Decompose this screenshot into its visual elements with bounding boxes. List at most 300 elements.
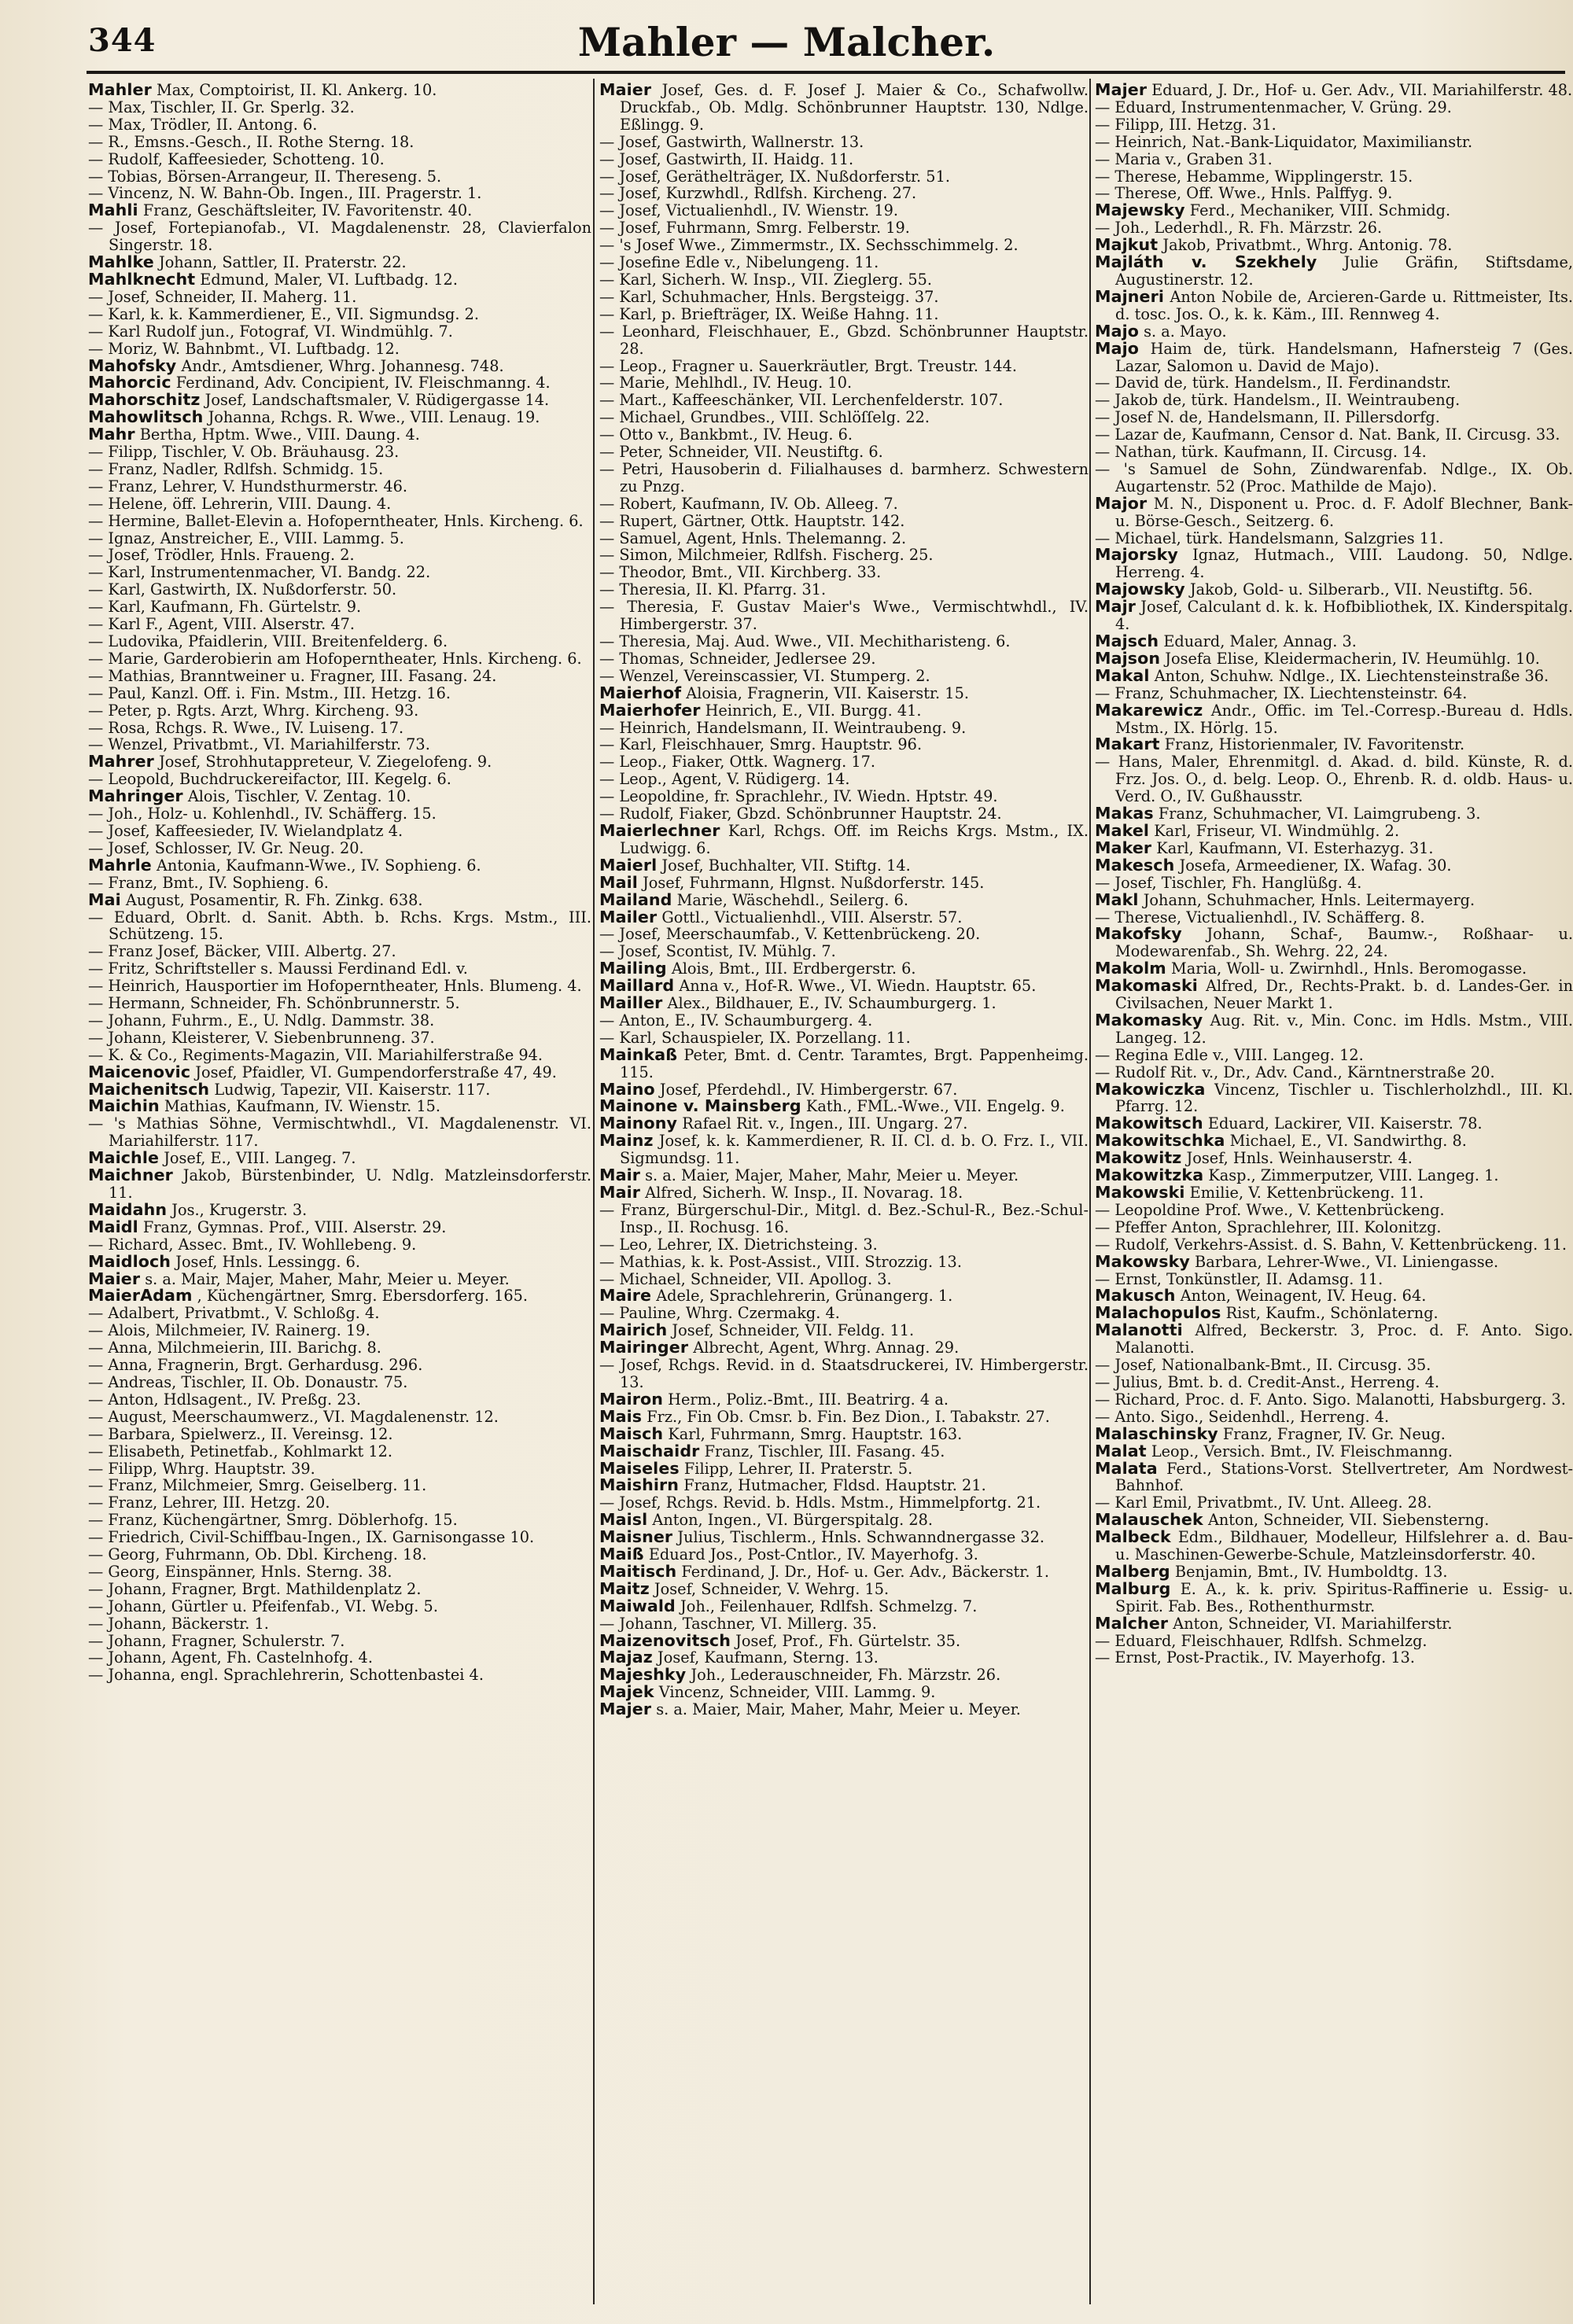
directory-entry (599, 426, 1089, 444)
entry-details: — Eduard, Fleischhauer, Rdlfsh. Schmelzg. (1095, 1631, 1427, 1650)
directory-entry (88, 857, 591, 875)
directory-entry (88, 134, 591, 151)
directory-entry (1095, 1133, 1573, 1150)
entry-details: Josefa, Armeediener, IX. Wafag. 30. (1179, 856, 1452, 875)
entry-details: Josef, Schneider, VII. Feldg. 11. (672, 1321, 915, 1340)
entry-surname: Malaschinsky (1095, 1423, 1218, 1443)
entry-details: — Robert, Kaufmann, IV. Ob. Alleeg. 7. (599, 494, 898, 513)
directory-entry (88, 495, 591, 513)
entry-surname: Maier (88, 1269, 141, 1288)
entry-details: Josef, Calculant d. k. k. Hofbibliothek, IX. Kinderspitalg. 4. (1115, 598, 1573, 634)
directory-entry (1095, 219, 1573, 237)
directory-entry (599, 495, 1089, 513)
entry-details: — August, Meerschaumwerz., VI. Magdalenenstr. 12. (88, 1407, 499, 1426)
entry-details: — Thomas, Schneider, Jedlersee 29. (599, 649, 876, 668)
entry-details: — Friedrich, Civil-Schiffbau-Ingen., IX. Garnisongasse 10. (88, 1528, 535, 1547)
entry-details: Ignaz, Hutmach., VIII. Laudong. 50, Ndlge. Herreng. 4. (1115, 546, 1573, 582)
entry-details: — K. & Co., Regiments-Magazin, VII. Mariahilferstraße 94. (88, 1045, 543, 1064)
entry-details: — Max, Trödler, II. Antong. 6. (88, 115, 318, 134)
directory-entry (599, 530, 1089, 547)
directory-entry (88, 1357, 591, 1374)
directory-entry (88, 823, 591, 840)
entry-surname: Majer (1095, 82, 1148, 99)
entry-details: — Josef, Fuhrmann, Smrg. Felberstr. 19. (599, 219, 910, 238)
entry-surname: Malbeck (1095, 1527, 1171, 1547)
entry-details: — Pauline, Whrg. Czermakg. 4. (599, 1304, 840, 1323)
entry-details: — Karl, Gastwirth, IX. Nußdorferstr. 50. (88, 580, 397, 599)
entry-details: — Nathan, türk. Kaufmann, II. Circusg. 14. (1095, 443, 1427, 462)
directory-entry (599, 581, 1089, 598)
directory-entry (88, 668, 591, 685)
entry-details: — Anton, Hdlsagent., IV. Preßg. 23. (88, 1390, 361, 1409)
directory-entry (1095, 1443, 1573, 1460)
entry-details: — Petri, Hausoberin d. Filialhauses d. barmherz. Schwestern zu Pnzg. (599, 459, 1089, 495)
entry-details: Bertha, Hptm. Wwe., VIII. Daung. 4. (139, 425, 420, 444)
entry-details: — Franz Josef, Bäcker, VIII. Albertg. 27. (88, 942, 396, 961)
entry-surname: Malachopulos (1095, 1303, 1221, 1323)
entry-details: — Pfeffer Anton, Sprachlehrer, III. Kolonitzg. (1095, 1217, 1442, 1236)
directory-entry (1095, 151, 1573, 168)
entry-details: August, Posamentir, R. Fh. Zinkg. 638. (125, 890, 423, 909)
directory-entry (88, 1339, 591, 1357)
directory-entry (1095, 665, 1573, 685)
entry-surname: Maillard (599, 976, 675, 996)
entry-details: — Georg, Fuhrmann, Ob. Dbl. Kircheng. 18. (88, 1545, 427, 1564)
directory-entry (1095, 1391, 1573, 1409)
directory-entry (599, 461, 1089, 495)
directory-entry (1095, 1047, 1573, 1064)
entry-details: Johann, Sattler, II. Praterstr. 22. (158, 253, 407, 272)
entry-details: Rafael Rit. v., Ingen., III. Ungarg. 27. (682, 1114, 968, 1133)
directory-entry (1095, 1633, 1573, 1650)
entry-surname: Mahrle (88, 855, 152, 875)
directory-entry (599, 82, 1089, 134)
entry-surname: Majer (599, 1700, 652, 1719)
directory-entry (88, 1615, 591, 1633)
entry-surname: Maizenovitsch (599, 1630, 731, 1650)
entry-details: Anton, Ingen., VI. Bürgerspitalg. 28. (652, 1511, 934, 1530)
directory-entry (1095, 444, 1573, 461)
directory-entry (88, 355, 591, 375)
entry-surname: Makowski (1095, 1183, 1185, 1202)
directory-entry (88, 1563, 591, 1581)
entry-surname: Makowiczka (1095, 1079, 1206, 1099)
entry-surname: Maischaidr (599, 1441, 700, 1460)
entry-details: Josef, Hnls. Lessingg. 6. (175, 1252, 361, 1271)
directory-entry (1095, 409, 1573, 426)
entry-surname: Makowsky (1095, 1251, 1190, 1271)
directory-entry (599, 1684, 1089, 1701)
directory-entry (88, 875, 591, 892)
directory-entry (599, 1357, 1089, 1391)
entry-surname: Maire (599, 1286, 652, 1306)
entry-details: Kath., FML.-Wwe., VII. Engelg. 9. (805, 1097, 1065, 1116)
directory-entry (88, 1167, 591, 1202)
entry-details: Anton, Schuhw. Ndlge., IX. Liechtensteinstraße 36. (1154, 666, 1549, 685)
entry-details: Barbara, Lehrer-Wwe., VI. Liniengasse. (1195, 1252, 1499, 1271)
directory-entry (1095, 1529, 1573, 1563)
page-title: Mahler — Malcher. (577, 19, 996, 65)
directory-entry (88, 1219, 591, 1236)
directory-column-2 (599, 82, 1089, 2300)
entry-details: Anton, Schneider, VII. Siebensterng. (1207, 1511, 1490, 1530)
entry-details: Johann, Schuhmacher, Hnls. Leitermayerg. (1143, 890, 1475, 909)
directory-entry (88, 1667, 591, 1684)
entry-surname: Majek (599, 1682, 654, 1702)
entry-details: — Helene, öff. Lehrerin, VIII. Daung. 4. (88, 494, 392, 513)
entry-details: — Johann, Kleisterer, V. Siebenbrunneng. 37. (88, 1028, 435, 1047)
entry-details: — Georg, Einspänner, Hnls. Sterng. 38. (88, 1562, 392, 1581)
entry-details: — Josef N. de, Handelsmann, II. Pillersdorfg. (1095, 408, 1440, 427)
directory-entry (1095, 889, 1573, 909)
directory-entry (88, 99, 591, 116)
directory-entry (88, 185, 591, 202)
entry-details: Alfred, Sicherh. W. Insp., II. Novarag. 18. (645, 1184, 963, 1202)
entry-surname: Maierlechner (599, 820, 720, 840)
directory-entry (1095, 685, 1573, 702)
entry-surname: Majsch (1095, 632, 1159, 650)
entry-surname: Makarewicz (1095, 700, 1203, 720)
directory-entry (599, 1098, 1089, 1115)
entry-surname: Makowitschka (1095, 1131, 1225, 1151)
directory-entry (1095, 820, 1573, 840)
directory-entry (1095, 1271, 1573, 1288)
directory-entry (88, 1598, 591, 1615)
entry-details: Franz, Fragner, IV. Gr. Neug. (1222, 1424, 1446, 1443)
directory-entry (88, 478, 591, 495)
entry-details: — Josef, Gastwirth, Wallnerstr. 13. (599, 132, 864, 151)
directory-entry (1095, 857, 1573, 875)
entry-details: — Karl, Fleischhauer, Smrg. Hauptstr. 96. (599, 735, 923, 754)
entry-details: — Franz, Milchmeier, Smrg. Geiselberg. 11. (88, 1476, 427, 1495)
entry-details: — Rudolf Rit. v., Dr., Adv. Cand., Kärntnerstraße 20. (1095, 1063, 1495, 1081)
entry-details: Leop., Versich. Bmt., IV. Fleischmanng. (1151, 1442, 1453, 1460)
entry-details: Haim de, türk. Handelsmann, Hafnersteig 7 (Ges. Lazar, Salomon u. David de Majo). (1115, 339, 1573, 375)
directory-entry (599, 1339, 1089, 1357)
directory-entry (1095, 185, 1573, 202)
entry-details: Josef, E., VIII. Langeg. 7. (164, 1149, 356, 1168)
entry-details: — Johann, Taschner, VI. Millerg. 35. (599, 1614, 877, 1633)
entry-details: Franz, Tischler, III. Fasang. 45. (704, 1442, 945, 1460)
directory-entry (88, 289, 591, 306)
entry-details: Vincenz, Schneider, VIII. Lammg. 9. (658, 1683, 936, 1702)
entry-details: — Josef, Gastwirth, II. Haidg. 11. (599, 149, 854, 168)
directory-entry (599, 702, 1089, 720)
directory-entry (88, 1529, 591, 1546)
entry-details: Johanna, Rchgs. R. Wwe., VIII. Lenaug. 19. (208, 408, 540, 427)
column-divider (593, 79, 595, 2304)
directory-entry (599, 633, 1089, 650)
directory-entry (88, 1115, 591, 1150)
entry-surname: Makomaski (1095, 976, 1198, 996)
directory-entry (599, 1406, 1089, 1426)
entry-surname: Maisch (599, 1423, 664, 1443)
entry-details: — Simon, Milchmeier, Rdlfsh. Fischerg. 25. (599, 546, 934, 565)
entry-details: — Fritz, Schriftsteller s. Maussi Ferdinand Edl. v. (88, 959, 468, 978)
entry-details: — Joh., Holz- u. Kohlenhdl., IV. Schäfferg. 15. (88, 805, 437, 823)
directory-entry (1095, 1649, 1573, 1667)
entry-details: Edmund, Maler, VI. Luftbadg. 12. (200, 270, 458, 289)
entry-details: — Leop., Fiaker, Ottk. Wagnerg. 17. (599, 753, 875, 772)
entry-details: — Marie, Mehlhdl., IV. Heug. 10. (599, 374, 853, 392)
directory-entry (88, 1098, 591, 1115)
entry-details: — Ludovika, Pfaidlerin, VIII. Breitenfelderg. 6. (88, 632, 448, 650)
entry-details: Edm., Bildhauer, Modelleur, Hilfslehrer a. d. Bau- u. Maschinen-Gewerbe-Schule, Matzleinsdorferstr. 40. (1115, 1528, 1573, 1564)
entry-details: Anton, Schneider, VI. Mariahilferstr. (1173, 1614, 1453, 1633)
entry-surname: Maichle (88, 1148, 160, 1168)
directory-entry (88, 753, 591, 771)
entry-details: Josef, Kaufmann, Sterng. 13. (657, 1648, 879, 1667)
entry-details: — Mathias, Branntweiner u. Fragner, III. Fasang. 24. (88, 666, 497, 685)
directory-entry (88, 1029, 591, 1047)
entry-surname: Majr (1095, 597, 1136, 617)
directory-entry (1095, 374, 1573, 392)
entry-details: — Lazar de, Kaufmann, Censor d. Nat. Bank, II. Circusg. 33. (1095, 425, 1560, 444)
entry-surname: Mahlknecht (88, 269, 196, 289)
entry-surname: Makowitz (1095, 1148, 1182, 1168)
directory-entry (88, 168, 591, 186)
directory-entry (88, 978, 591, 995)
directory-entry (599, 978, 1089, 995)
entry-details: Alex., Bildhauer, E., IV. Schaumburgerg. 1. (667, 994, 996, 1013)
directory-entry (88, 1271, 591, 1288)
directory-entry (599, 1443, 1089, 1460)
directory-entry (1095, 1563, 1573, 1581)
entry-details: Josef, Landschaftsmaler, V. Rüdigergasse 14. (204, 391, 550, 410)
entry-surname: Malat (1095, 1441, 1147, 1460)
directory-entry (599, 271, 1089, 289)
directory-entry (599, 1598, 1089, 1615)
entry-details: Maria, Woll- u. Zwirnhdl., Hnls. Beromogasse. (1170, 959, 1527, 978)
entry-details: — Franz, Nadler, Rdlfsh. Schmidg. 15. (88, 459, 384, 478)
directory-entry (1095, 1236, 1573, 1254)
directory-entry (88, 306, 591, 323)
directory-entry (1095, 1512, 1573, 1529)
entry-surname: Majo (1095, 321, 1139, 341)
entry-details: — Josef, Victualienhdl., IV. Wienstr. 19. (599, 201, 899, 220)
directory-entry (599, 650, 1089, 668)
entry-details: Ferdinand, J. Dr., Hof- u. Ger. Adv., Bäckerstr. 1. (681, 1562, 1050, 1581)
entry-details: s. a. Maier, Majer, Maher, Mahr, Meier u. Meyer. (645, 1166, 1019, 1185)
directory-entry (599, 374, 1089, 392)
directory-entry (599, 1305, 1089, 1322)
entry-details: Franz, Schuhmacher, VI. Laimgrubeng. 3. (1158, 805, 1481, 823)
entry-surname: Malberg (1095, 1561, 1170, 1581)
directory-entry (1095, 116, 1573, 134)
entry-details: Andr., Offic. im Tel.-Corresp.-Bureau d. Hdls. Mstm., IX. Hörlg. 15. (1115, 701, 1573, 737)
entry-details: — Therese, Off. Wwe., Hnls. Palffyg. 9. (1095, 184, 1393, 203)
entry-details: Filipp, Lehrer, II. Praterstr. 5. (683, 1459, 913, 1478)
entry-details: — Theresia, Maj. Aud. Wwe., VII. Mechitharisteng. 6. (599, 632, 1011, 650)
entry-surname: Malauschek (1095, 1510, 1203, 1530)
directory-entry (88, 1305, 591, 1322)
entry-details: — Johann, Bäckerstr. 1. (88, 1614, 269, 1633)
entry-surname: Makesch (1095, 855, 1175, 875)
directory-entry (88, 323, 591, 341)
entry-details: — Rudolf, Kaffeesieder, Schotteng. 10. (88, 149, 385, 168)
directory-column-1 (88, 82, 591, 2300)
entry-details: — Filipp, Whrg. Hauptstr. 39. (88, 1459, 315, 1478)
entry-details: — Moriz, W. Bahnbmt., VI. Luftbadg. 12. (88, 339, 400, 358)
directory-entry (88, 960, 591, 978)
directory-entry (1095, 840, 1573, 857)
entry-details: — Andreas, Tischler, II. Ob. Donaustr. 75. (88, 1372, 408, 1391)
entry-surname: Maisl (599, 1510, 648, 1530)
entry-surname: Mairich (599, 1320, 668, 1340)
entry-details: — Barbara, Spielwerz., II. Vereinsg. 12. (88, 1424, 393, 1443)
entry-details: — Richard, Proc. d. F. Anto. Sigo. Malanotti, Habsburgerg. 3. (1095, 1390, 1566, 1409)
entry-details: — Heinrich, Nat.-Bank-Liquidator, Maximilianstr. (1095, 132, 1473, 151)
entry-details: — Theodor, Bmt., VII. Kirchberg. 33. (599, 563, 882, 582)
entry-surname: Mair (599, 1166, 641, 1185)
directory-entry (1095, 254, 1573, 289)
entry-details: M. N., Disponent u. Proc. d. F. Adolf Blechner, Bank- u. Börse-Gesch., Seitzerg. 6. (1115, 494, 1573, 530)
directory-entry (599, 685, 1089, 702)
directory-entry (599, 547, 1089, 564)
entry-surname: Mai (88, 889, 121, 909)
directory-entry (88, 1426, 591, 1443)
directory-entry (88, 1374, 591, 1391)
directory-entry (599, 134, 1089, 151)
entry-details: s. a. Mayo. (1144, 322, 1227, 341)
entry-details: — 's Samuel de Sohn, Zündwarenfab. Ndlge., IX. Ob. Augartenstr. 52 (Proc. Mathilde de Majo). (1095, 459, 1573, 495)
entry-details: Ferdinand, Adv. Concipient, IV. Fleischmanng. 4. (175, 374, 551, 392)
directory-entry (599, 1701, 1089, 1718)
entry-details: Albrecht, Agent, Whrg. Annag. 29. (693, 1339, 960, 1357)
directory-entry (88, 116, 591, 134)
entry-details: — Leopoldine, fr. Sprachlehr., IV. Wiedn. Hptstr. 49. (599, 787, 998, 806)
entry-details: — Ignaz, Anstreicher, E., VIII. Lammg. 5. (88, 529, 404, 547)
directory-entry (88, 840, 591, 857)
directory-entry (1095, 1184, 1573, 1202)
entry-details: Alfred, Dr., Rechts-Prakt. b. d. Landes-Ger. in Civilsachen, Neuer Markt 1. (1115, 977, 1573, 1013)
entry-details: Josef, Ges. d. F. Josef J. Maier & Co., Schafwollw. Druckfab., Ob. Mdlg. Schönbrunner Hauptstr. 130, Ndlge. Eßlingg. 9. (620, 82, 1089, 134)
directory-entry (88, 1633, 591, 1650)
entry-surname: Maitisch (599, 1561, 677, 1581)
directory-entry (88, 254, 591, 271)
entry-details: Rist, Kaufm., Schönlaterng. (1225, 1304, 1439, 1323)
entry-surname: Mahli (88, 201, 138, 220)
entry-surname: Makart (1095, 735, 1160, 754)
directory-entry (599, 820, 1089, 857)
entry-details: Josef, Pfaidler, VI. Gumpendorferstraße 47, 49. (195, 1063, 557, 1081)
entry-surname: Makusch (1095, 1286, 1176, 1306)
entry-details: — Rudolf, Verkehrs-Assist. d. S. Bahn, V. Kettenbrückeng. 11. (1095, 1235, 1567, 1254)
directory-entry (1095, 1251, 1573, 1271)
entry-details: Josef, Fuhrmann, Hlgnst. Nußdorferstr. 145. (643, 873, 985, 892)
entry-surname: Mahlke (88, 252, 154, 272)
entry-surname: Makomasky (1095, 1010, 1203, 1029)
directory-entry (88, 788, 591, 805)
directory-entry (1095, 978, 1573, 1012)
entry-details: — Wenzel, Privatbmt., VI. Mariahilferstr. 73. (88, 735, 430, 754)
directory-entry (599, 289, 1089, 306)
entry-surname: Maisner (599, 1527, 673, 1547)
entry-details: — Josefine Edle v., Nibelungeng. 11. (599, 253, 879, 272)
directory-entry (88, 685, 591, 702)
entry-surname: Maidahn (88, 1199, 168, 1219)
entry-details: — Rupert, Gärtner, Ottk. Hauptstr. 142. (599, 511, 905, 530)
entry-surname: Majkut (1095, 235, 1159, 255)
entry-details: — Ernst, Post-Practik., IV. Mayerhofg. 13. (1095, 1648, 1416, 1667)
directory-entry (599, 1202, 1089, 1236)
entry-details: Karl, Kaufmann, VI. Esterhazyg. 31. (1156, 838, 1434, 857)
entry-details: Josefa Elise, Kleidermacherin, IV. Heumühlg. 10. (1165, 649, 1540, 668)
entry-surname: Mahler (88, 82, 152, 99)
directory-entry (1095, 1202, 1573, 1219)
directory-entry (88, 461, 591, 478)
entry-details: Anton Nobile de, Arcieren-Garde u. Rittmeister, Its. d. tosc. Jos. O., k. k. Käm., III. Rennweg 4. (1115, 287, 1573, 323)
directory-entry (88, 633, 591, 650)
directory-entry (599, 1578, 1089, 1598)
directory-entry (599, 564, 1089, 581)
directory-entry (599, 1029, 1089, 1047)
directory-entry (599, 1322, 1089, 1339)
directory-entry (599, 1236, 1089, 1254)
entry-details: Antonia, Kaufmann-Wwe., IV. Sophieng. 6. (156, 856, 481, 875)
directory-entry (599, 306, 1089, 323)
entry-details: — Karl, k. k. Kammerdiener, E., VII. Sigmundsg. 2. (88, 304, 479, 323)
entry-details: Eduard, Maler, Annag. 3. (1163, 632, 1357, 650)
directory-entry (88, 650, 591, 668)
entry-details: — Franz, Bmt., IV. Sophieng. 6. (88, 873, 329, 892)
entry-surname: Maichner (88, 1166, 173, 1185)
entry-details: — Leop., Agent, V. Rüdigerg. 14. (599, 770, 850, 789)
entry-details: — Samuel, Agent, Hnls. Thelemanng. 2. (599, 529, 907, 547)
entry-details: — Marie, Garderobierin am Hofoperntheater, Hnls. Kircheng. 6. (88, 649, 582, 668)
directory-entry (88, 1391, 591, 1409)
entry-details: — Michael, Grundbes., VIII. Schlöſſelg. 22. (599, 408, 930, 427)
entry-details: Marie, Wäschehdl., Seilerg. 6. (676, 890, 908, 909)
entry-details: — Adalbert, Privatbmt., V. Schloßg. 4. (88, 1304, 380, 1323)
entry-details: Eduard, J. Dr., Hof- u. Ger. Adv., VII. Mariahilferstr. 48. (1151, 82, 1573, 99)
directory-entry (599, 668, 1089, 685)
directory-entry (599, 1287, 1089, 1305)
directory-entry (88, 426, 591, 444)
entry-details: — Regina Edle v., VIII. Langeg. 12. (1095, 1045, 1364, 1064)
entry-details: Vincenz, Tischler u. Tischlerholzhdl., III. Kl. Pfarrg. 12. (1115, 1080, 1573, 1116)
entry-details: — Josef, Nationalbank-Bmt., II. Circusg. 35. (1095, 1356, 1431, 1375)
entry-surname: Maker (1095, 838, 1152, 857)
entry-details: — Johann, Gürtler u. Pfeifenfab., VI. Webg. 5. (88, 1597, 438, 1615)
directory-entry (599, 1512, 1089, 1529)
entry-surname: Mahr (88, 425, 135, 444)
entry-details: — Karl, p. Briefträger, IX. Weiße Hahng. 11. (599, 304, 939, 323)
entry-details: — Michael, Schneider, VII. Apollog. 3. (599, 1269, 892, 1288)
entry-details: Frz., Fin Ob. Cmsr. b. Fin. Bez Dion., I. Tabakstr. 27. (647, 1407, 1050, 1426)
entry-surname: Maierhofer (599, 700, 701, 720)
directory-entry (599, 1184, 1089, 1202)
entry-details: — Johann, Fragner, Brgt. Mathildenplatz 2. (88, 1579, 422, 1598)
entry-details: Peter, Bmt. d. Centr. Taramtes, Brgt. Pappenheimg. 115. (620, 1045, 1089, 1081)
entry-details: — Peter, p. Rgts. Arzt, Whrg. Kircheng. 93. (88, 701, 419, 720)
directory-entry (88, 581, 591, 598)
entry-details: Mathias, Kaufmann, IV. Wienstr. 15. (164, 1097, 440, 1116)
entry-details: Michael, E., VI. Sandwirthg. 8. (1229, 1132, 1467, 1151)
entry-details: — Richard, Assec. Bmt., IV. Wohllebeng. 9. (88, 1235, 417, 1254)
directory-entry (88, 564, 591, 581)
entry-details: Joh., Feilenhauer, Rdlfsh. Schmelzg. 7. (680, 1597, 978, 1615)
entry-surname: Maiß (599, 1545, 644, 1564)
entry-details: — Josef, Schneider, II. Maherg. 11. (88, 287, 357, 306)
directory-entry (88, 547, 591, 564)
entry-details: — R., Emsns.-Gesch., II. Rothe Sterng. 18. (88, 132, 414, 151)
directory-entry (599, 1133, 1089, 1167)
directory-entry (599, 358, 1089, 375)
entry-surname: Maicenovic (88, 1062, 191, 1081)
entry-details: Herm., Poliz.-Bmt., III. Beatrirg. 4 a. (668, 1390, 949, 1409)
directory-entry (88, 202, 591, 219)
